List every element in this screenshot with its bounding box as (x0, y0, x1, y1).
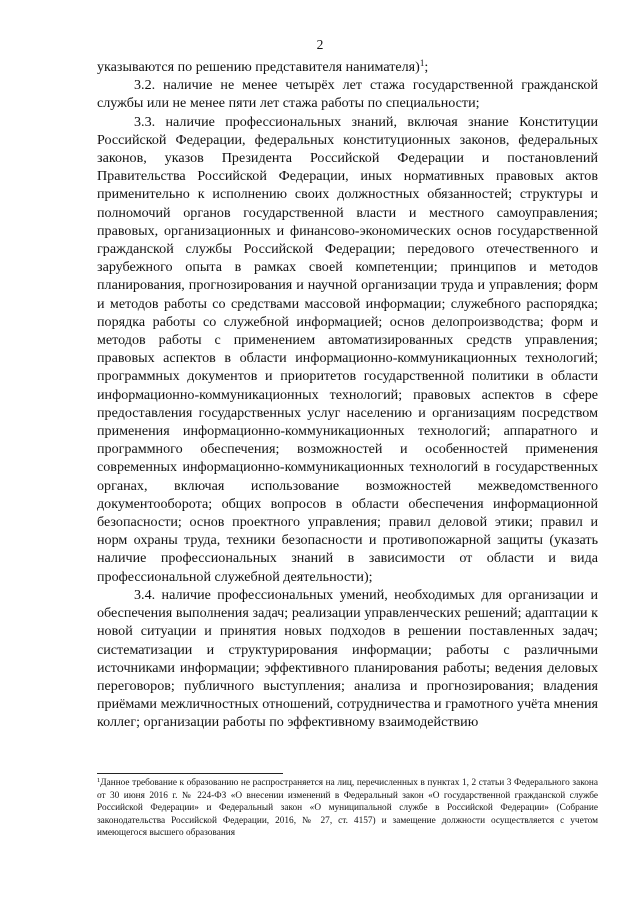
footnote-divider (97, 773, 283, 774)
page-number: 2 (316, 37, 324, 52)
footnote-reference[interactable]: 1 (419, 58, 425, 68)
footnote (97, 777, 598, 840)
paragraph-3-3: 3.3. наличие профессиональных знаний, включая знание Конституции Российской Федерации, федеральных конституционных законов, федеральных законов, указов Президента Российской Федерации и постановлений Правительства Российской Федерации, иных нормативных правовых актов применительно к исполнению своих должностных обязанностей; структуры и полномочий органов государственной власти и местного самоуправления; правовых, организационных и финансово-экономических основ государственной гражданской службы Российской Федерации; передового отечественного и зарубежного опыта в рамках своей компетенции; принципов и методов планирования, прогнозирования и научной организации труда и управления; форм и методов работы со средствами массовой информации; служебного распорядка; порядка работы со служебной информацией; основ делопроизводства; форм и методов работы с применением автоматизированных средств управления; правовых аспектов в области информационно-коммуникационных технологий; программных документов и приоритетов государственной политики в области информационно-коммуникационных технологий; правовых аспектов в сфере предоставления государственных услуг населению и организациям посредством применения информационно-коммуникационных технологий; аппаратного и программного обеспечения; возможностей и особенностей применения современных информационно-коммуникационных технологий в государственных органах, включая использование возможностей межведомственного документооборота; общих вопросов в области обеспечения информационной безопасности; основ проектного управления; правил деловой этики; правил и норм охраны труда, техники безопасности и противопожарной защиты (указать наличие профессиональных знаний в зависимости от области и вида профессиональной служебной деятельности); (97, 113, 598, 585)
footnote-text: Данное требование к образованию не распространяется на лиц, перечисленных в пунктах 1, 2 статьи 3 Федерального закона от 30 июня 2016 г. № 224-ФЗ «О внесении изменений в Федеральный закон «О государственной гражданской службе Российской Федерации» и Федеральный закон «О муниципальной службе в Российской Федерации» (Собрание законодательства Российской Федерации, 2016, № 27, ст. 4157) и замещение должности осуществляется с учетом имеющегося высшего образования (97, 778, 598, 839)
paragraph-3-4: 3.4. наличие профессиональных умений, необходимых для организации и обеспечения выполнения задач; реализации управленческих решений; адаптации к новой ситуации и принятия новых подходов в решении поставленных задач; систематизации и структурирования информации; работы с различными источниками информации; эффективного планирования работы; ведения деловых переговоров; публичного выступления; анализа и прогнозирования; владения приёмами межличностных отношений, сотрудничества и грамотного учёта мнения коллег; организации работы по эффективному взаимодействию (97, 586, 598, 731)
main-text (97, 58, 598, 732)
paragraph-punctuation: ; (424, 59, 429, 75)
footnote-marker: 1 (97, 777, 101, 784)
paragraph-text: указываются по решению представителя нанимателя) (97, 59, 420, 75)
paragraph-continuation (97, 58, 598, 76)
paragraph-3-2: 3.2. наличие не менее четырёх лет стажа государственной гражданской службы или не менее пяти лет стажа работы по специальности; (97, 77, 598, 112)
